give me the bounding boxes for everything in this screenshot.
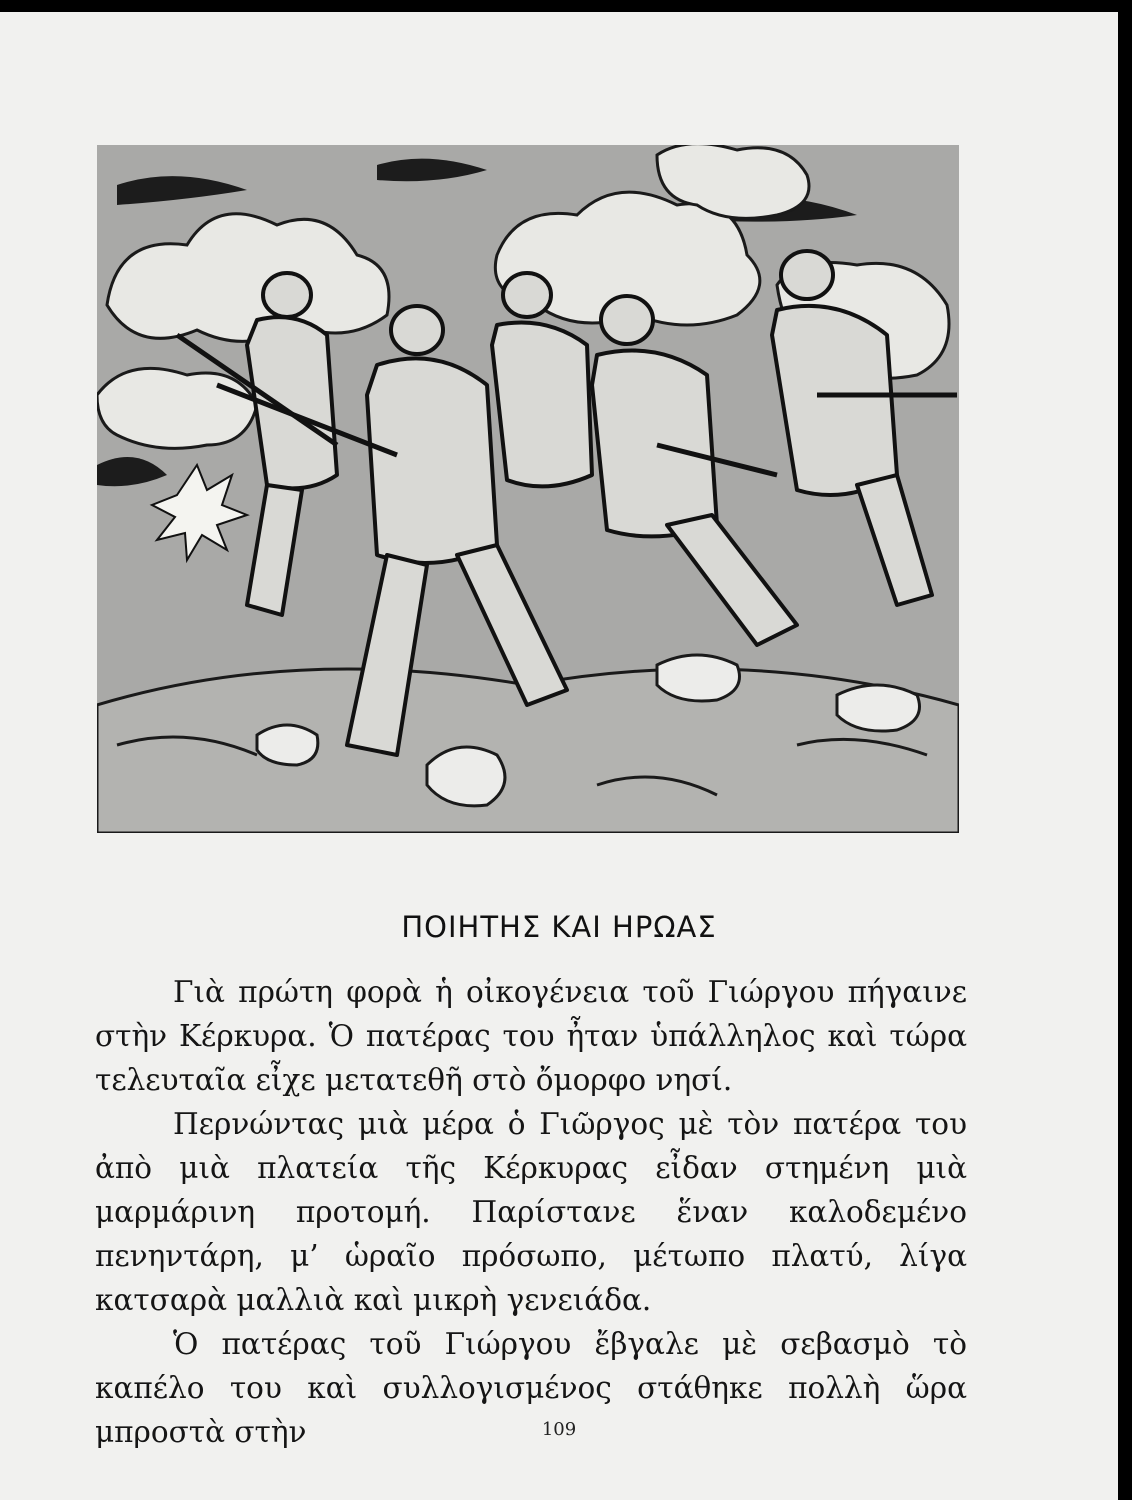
page-number: 109: [541, 1419, 577, 1440]
chapter-title: ΠΟΙΗΤΗΣ ΚΑΙ ΗΡΩΑΣ: [401, 910, 717, 944]
paragraph-2: Περνώντας μιὰ μέρα ὁ Γιῶργος μὲ τὸν πατέρα του ἀπὸ μιὰ πλατεία τῆς Κέρκυρας εἶδαν στημένη μιὰ μαρμάρινη προτομή. Παρίστανε ἕναν καλοδεμένο πενηντάρη, μ’ ὡραῖο πρόσωπο, μέτωπο πλατύ, λίγα κατσαρὰ μαλλιὰ καὶ μικρὴ γενειάδα.: [95, 1107, 967, 1317]
body-text: [95, 970, 967, 1454]
battle-illustration: [97, 145, 959, 833]
book-page: [0, 12, 1118, 1500]
paragraph-3: Ὁ πατέρας τοῦ Γιώργου ἔβγαλε μὲ σεβασμὸ τὸ καπέλο του καὶ συλλογισμένος στάθηκε πολλὴ ὥρα μπροστὰ στὴν: [95, 1327, 967, 1449]
paragraph-1: Γιὰ πρώτη φορὰ ἡ οἰκογένεια τοῦ Γιώργου πήγαινε στὴν Κέρκυρα. Ὁ πατέρας του ἦταν ὑπάλληλος καὶ τώρα τελευταῖα εἶχε μετατεθῆ στὸ ὄμορφο νησί.: [95, 975, 967, 1097]
soldiers-charging-icon: [97, 145, 959, 833]
